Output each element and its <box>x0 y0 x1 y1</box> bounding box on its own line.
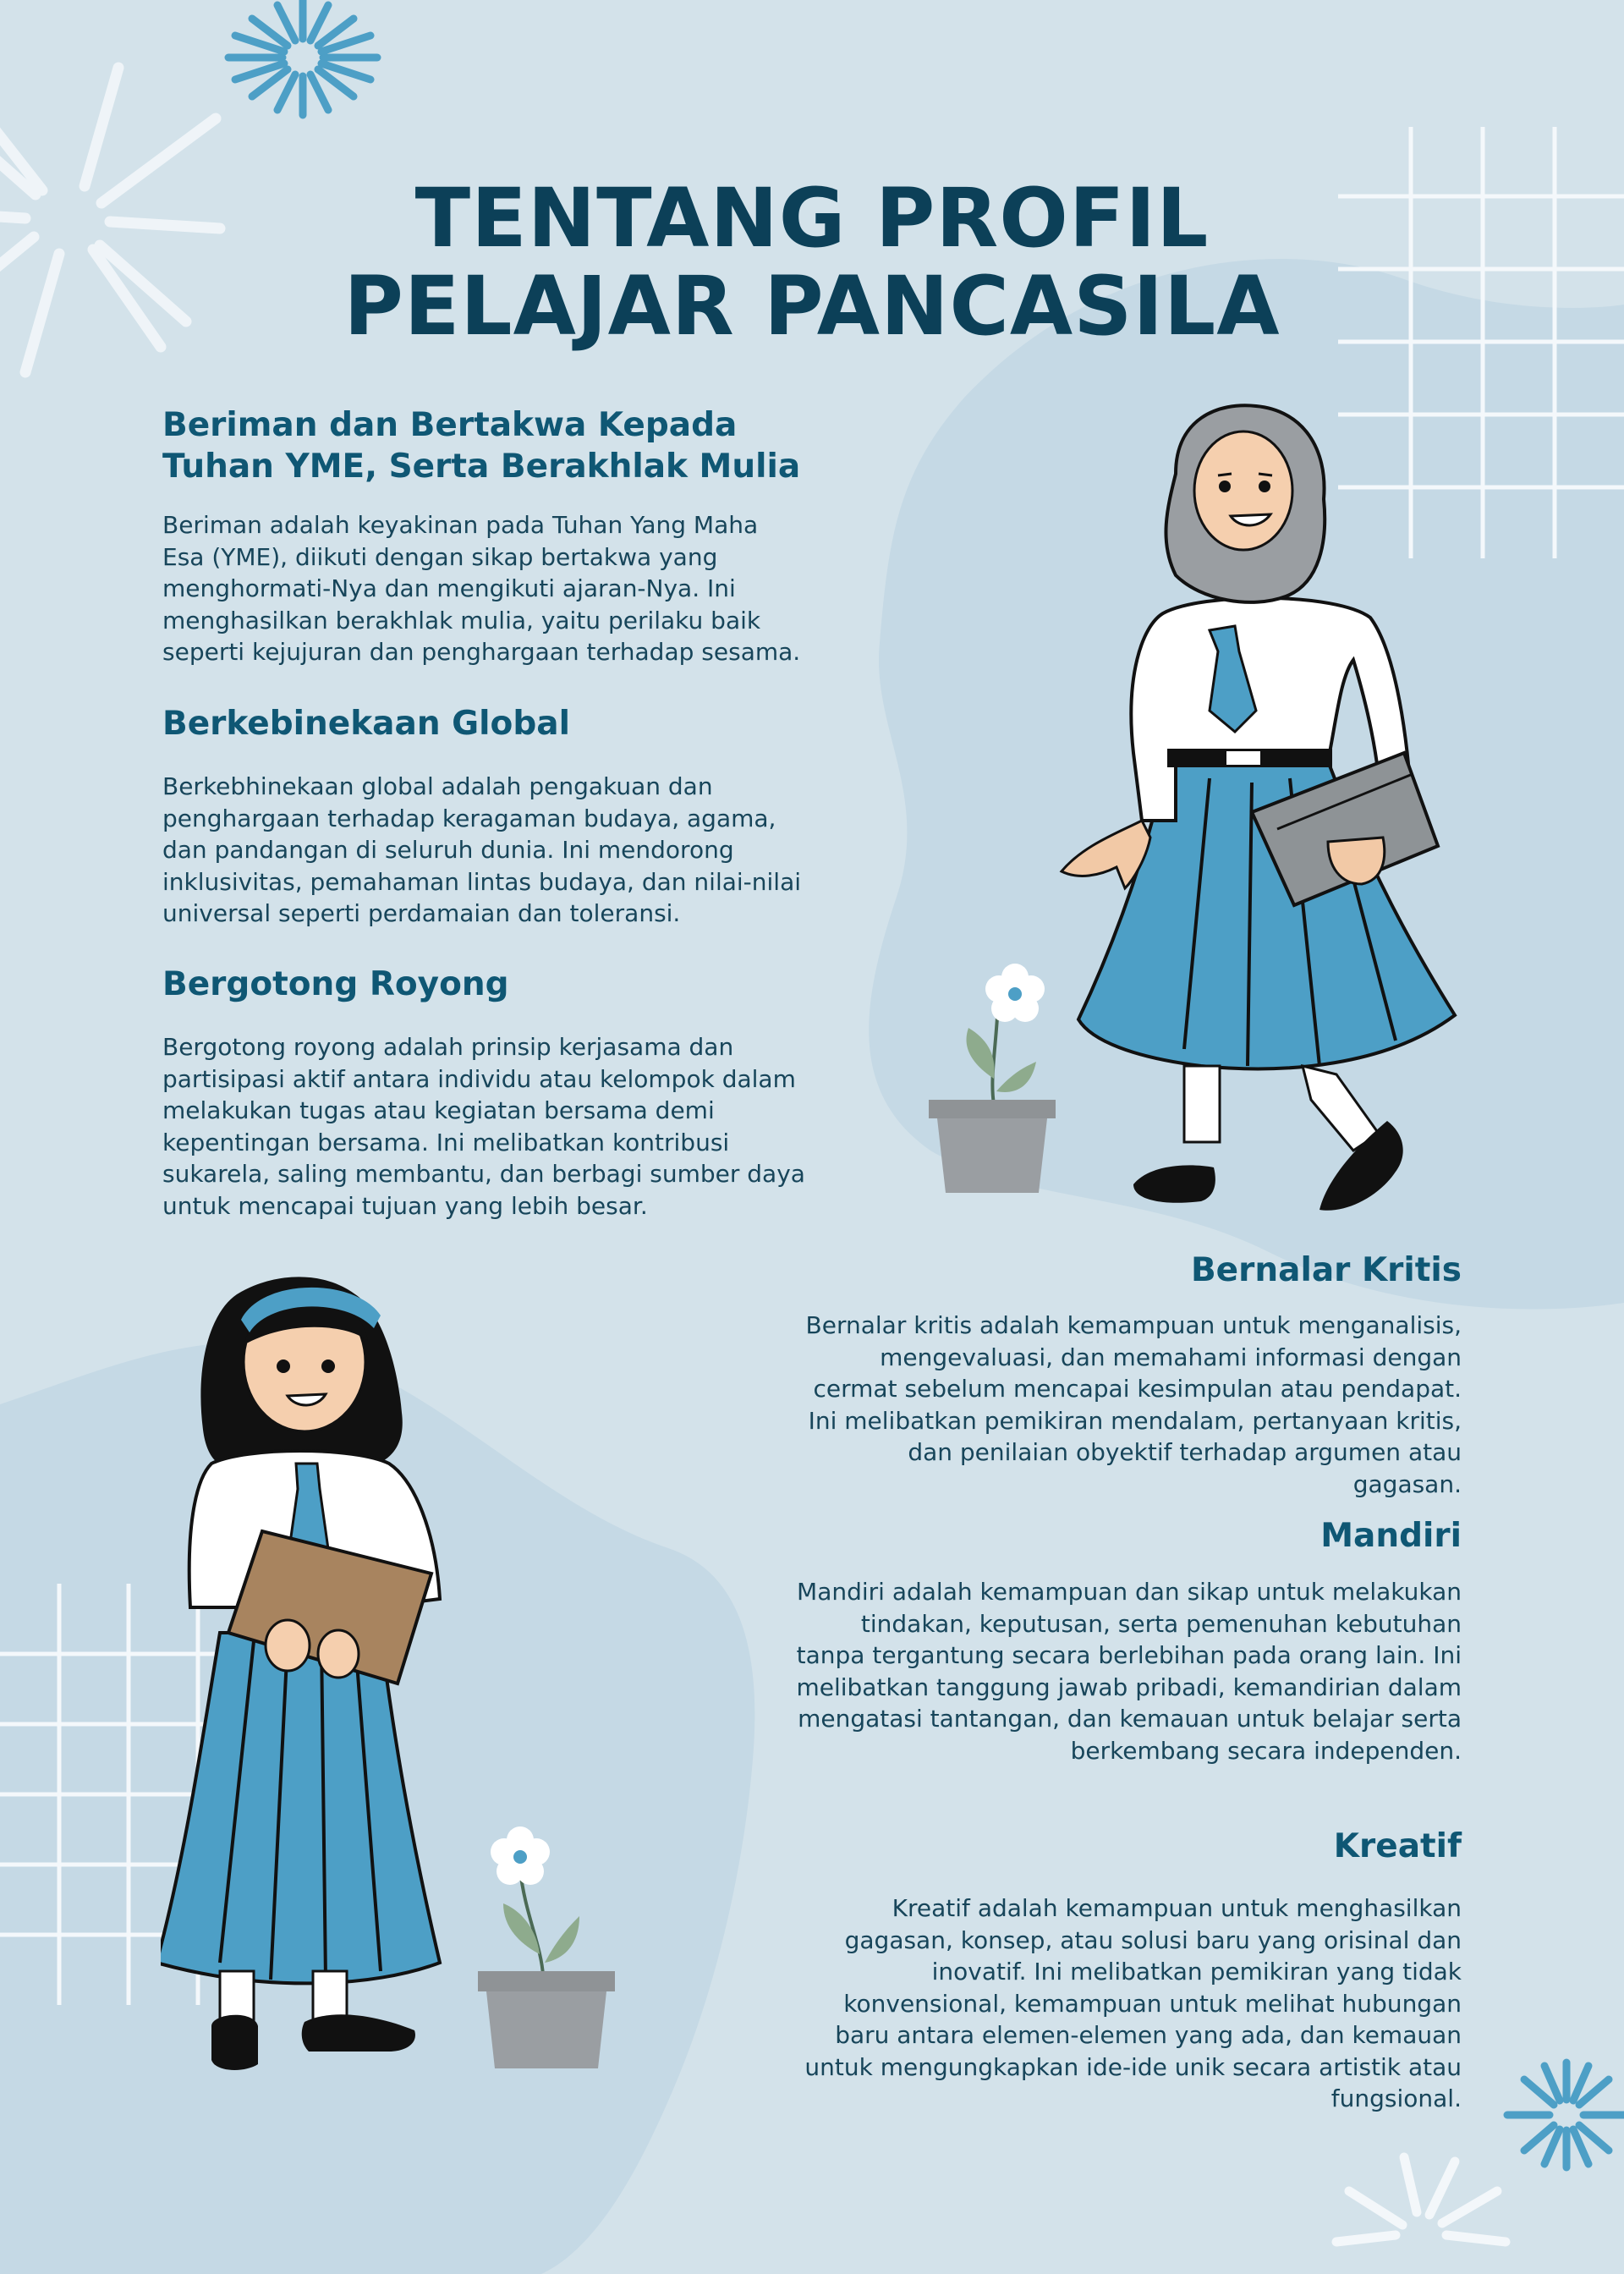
student-headband-illustration <box>161 1261 448 2073</box>
page-title-line-2: PELAJAR PANCASILA <box>343 259 1281 354</box>
section-heading-bernalar-kritis: Bernalar Kritis <box>1190 1251 1462 1289</box>
student-hijab-illustration <box>1049 398 1472 1227</box>
section-body-kreatif: Kreatif adalah kemampuan untuk menghasilkan gagasan, konsep, atau solusi baru yang orisinal dan inovatif. Ini melibatkan pemikiran yang tidak konvensional, kemampuan untuk melihat hubungan baru antara elemen-elemen yang ada, dan kemauan untuk mengungkapkan ide-ide unik secara artistik atau fungsional. <box>804 1894 1462 2112</box>
starburst-bottom-icon <box>1336 2157 1506 2242</box>
potted-flower-bottom-icon <box>474 1819 626 2073</box>
starburst-top-icon <box>228 0 377 115</box>
section-body-gotong-royong: Bergotong royong adalah prinsip kerjasama dan partisipasi aktif antara individu atau kelompok dalam melakukan tugas atau kegiatan bersama demi kepentingan bersama. Ini melibatkan kontribusi sukarela, saling membantu, dan berbagi sumber daya untuk mencapai tujuan yang lebih besar. <box>162 1033 805 1220</box>
section-heading-beriman: Beriman dan Bertakwa Kepada Tuhan YME, Serta Berakhlak Mulia <box>162 406 801 486</box>
page-title-line-1: TENTANG PROFIL <box>414 171 1210 266</box>
section-body-mandiri: Mandiri adalah kemampuan dan sikap untuk melakukan tindakan, keputusan, serta pemenuhan kebutuhan tanpa tergantung secara berlebihan pada orang lain. Ini melibatkan tanggung jawab pribadi, kemandirian dalam mengatasi tantangan, dan kemauan untuk belajar serta berkembang secara independen. <box>796 1578 1462 1765</box>
section-heading-berkebinekaan: Berkebinekaan Global <box>162 705 570 743</box>
section-heading-kreatif: Kreatif <box>1333 1827 1462 1865</box>
starburst-bottom-right-icon <box>1507 2063 1624 2167</box>
section-body-bernalar-kritis: Bernalar kritis adalah kemampuan untuk menganalisis, mengevaluasi, dan memahami informasi dengan cermat sebelum mencapai kesimpulan atau pendapat. Ini melibatkan pemikiran mendalam, pertanyaan kritis, dan penilaian obyektif terhadap argumen atau gagasan. <box>805 1311 1462 1498</box>
section-body-beriman: Beriman adalah keyakinan pada Tuhan Yang Maha Esa (YME), diikuti dengan sikap bertakwa yang menghormati-Nya dan mengikuti ajaran-Nya. Ini menghasilkan berakhlak mulia, yaitu perilaku baik seperti kejujuran dan penghargaan terhadap sesama. <box>162 511 801 666</box>
section-heading-gotong-royong: Bergotong Royong <box>162 965 509 1003</box>
potted-flower-top-icon <box>922 960 1066 1197</box>
section-body-berkebinekaan: Berkebhinekaan global adalah pengakuan dan penghargaan terhadap keragaman budaya, agama, dan pandangan di seluruh dunia. Ini mendorong inklusivitas, pemahaman lintas budaya, dan nilai-nilai universal seperti perdamaian dan toleransi. <box>162 772 802 927</box>
section-heading-mandiri: Mandiri <box>1320 1517 1462 1555</box>
page-title <box>0 171 1624 354</box>
